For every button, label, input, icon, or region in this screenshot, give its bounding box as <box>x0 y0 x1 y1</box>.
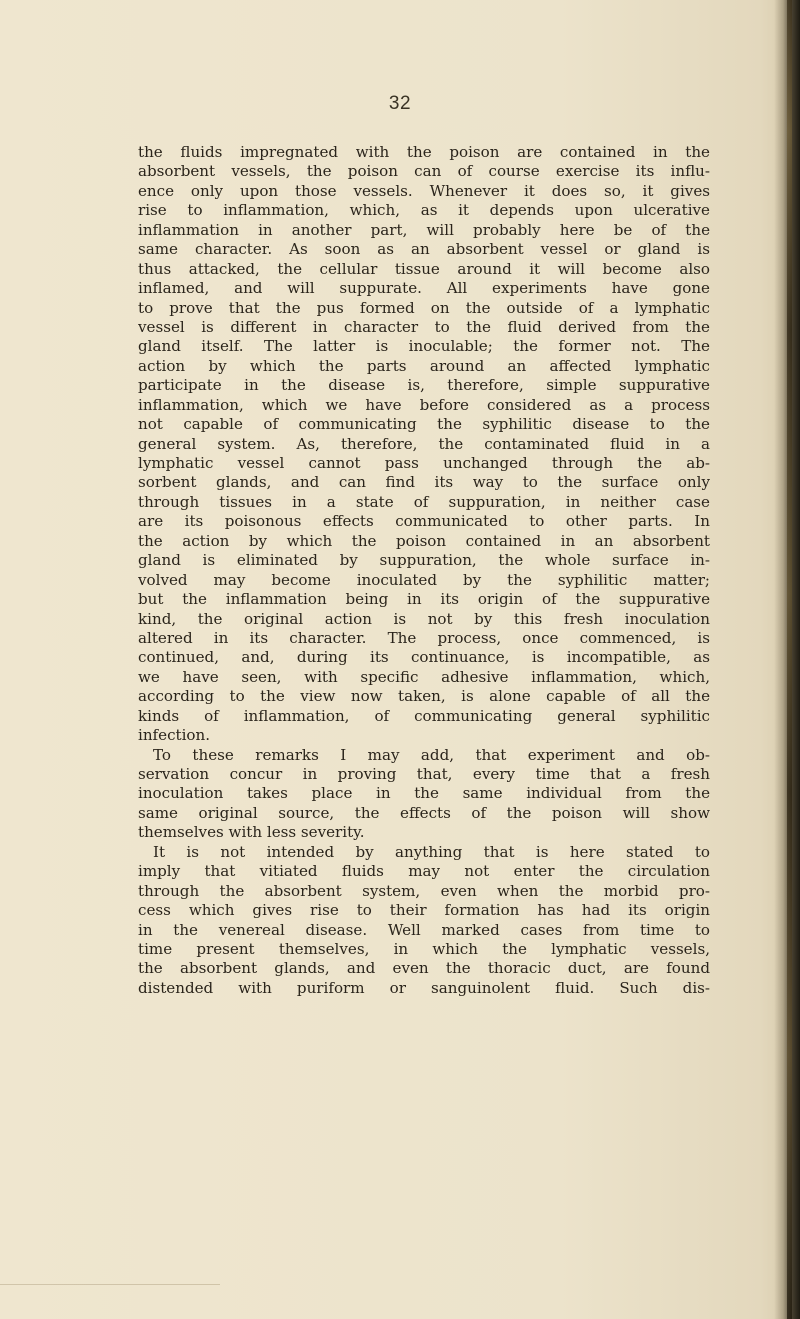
text-line: infection. <box>138 726 211 745</box>
text-line: inflamed, and will suppurate. All experiments have gone <box>138 279 710 298</box>
text-line: thus attacked, the cellular tissue around it will become also <box>138 259 710 278</box>
text-line: to prove that the pus formed on the outside of a lymphatic <box>138 298 710 317</box>
text-line: same original source, the effects of the poison will show <box>138 803 710 822</box>
text-line: through the absorbent system, even when the morbid pro- <box>138 881 710 900</box>
page-rule <box>0 1284 220 1285</box>
text-line: absorbent vessels, the poison can of course exercise its influ- <box>138 162 710 181</box>
text-line: but the inflammation being in its origin of the suppurative <box>138 590 710 609</box>
text-line: kind, the original action is not by this fresh inoculation <box>138 609 710 628</box>
text-line: altered in its character. The process, once commenced, is <box>138 628 710 647</box>
text-line: lymphatic vessel cannot pass unchanged through the ab- <box>138 454 710 472</box>
text-line: gland is eliminated by suppuration, the whole surface in- <box>138 551 710 570</box>
text-line: ence only upon those vessels. Whenever it does so, it gives <box>138 181 710 200</box>
text-line: continued, and, during its continuance, is incompatible, as <box>138 648 710 667</box>
text-line: vessel is different in character to the fluid derived from the <box>138 317 710 336</box>
text-line: according to the view now taken, is alone capable of all the <box>138 687 710 706</box>
text-line: inflammation in another part, will probably here be of the <box>138 220 710 239</box>
text-line: the absorbent glands, and even the thoracic duct, are found <box>138 959 710 978</box>
text-line: participate in the disease is, therefore, simple suppurative <box>138 376 710 395</box>
text-line: distended with puriform or sanguinolent fluid. Such dis- <box>138 978 710 997</box>
text-line: same character. As soon as an absorbent vessel or gland is <box>138 240 710 259</box>
text-line: action by which the parts around an affected lymphatic <box>138 356 710 375</box>
text-line: through tissues in a state of suppuration, in neither case <box>138 492 710 511</box>
text-line: volved may become inoculated by the syphilitic matter; <box>138 570 710 589</box>
text-line: To these remarks I may add, that experiment and ob- <box>153 745 710 764</box>
text-line: the fluids impregnated with the poison are contained in the <box>138 143 710 161</box>
text-line: not capable of communicating the syphilitic disease to the <box>138 415 710 434</box>
text-line: sorbent glands, and can find its way to the surface only <box>138 473 710 492</box>
text-line: we have seen, with specific adhesive inflammation, which, <box>138 667 710 686</box>
text-line: imply that vitiated fluids may not enter the circulation <box>138 862 710 881</box>
text-line: inflammation, which we have before considered as a process <box>138 395 710 414</box>
text-line: general system. As, therefore, the contaminated fluid in a <box>138 434 710 453</box>
page-number: 32 <box>388 93 412 114</box>
text-line: are its poisonous effects communicated to other parts. In <box>138 512 710 531</box>
text-line: themselves with less severity. <box>138 823 365 842</box>
text-line: the action by which the poison contained in an absorbent <box>138 531 710 550</box>
text-line: time present themselves, in which the lymphatic vessels, <box>138 939 710 958</box>
text-line: servation concur in proving that, every time that a fresh <box>138 765 710 783</box>
text-line: rise to inflammation, which, as it depends upon ulcerative <box>138 201 710 220</box>
text-line: kinds of inflammation, of communicating general syphilitic <box>138 706 710 725</box>
text-line: gland itself. The latter is inoculable; the former not. The <box>138 337 710 356</box>
text-line: It is not intended by anything that is here stated to <box>153 842 710 861</box>
text-line: inoculation takes place in the same individual from the <box>138 784 710 803</box>
body-text <box>138 143 710 998</box>
text-line: cess which gives rise to their formation has had its origin <box>138 901 710 920</box>
text-line: in the venereal disease. Well marked cases from time to <box>138 920 710 939</box>
binding-edge <box>787 0 792 1319</box>
